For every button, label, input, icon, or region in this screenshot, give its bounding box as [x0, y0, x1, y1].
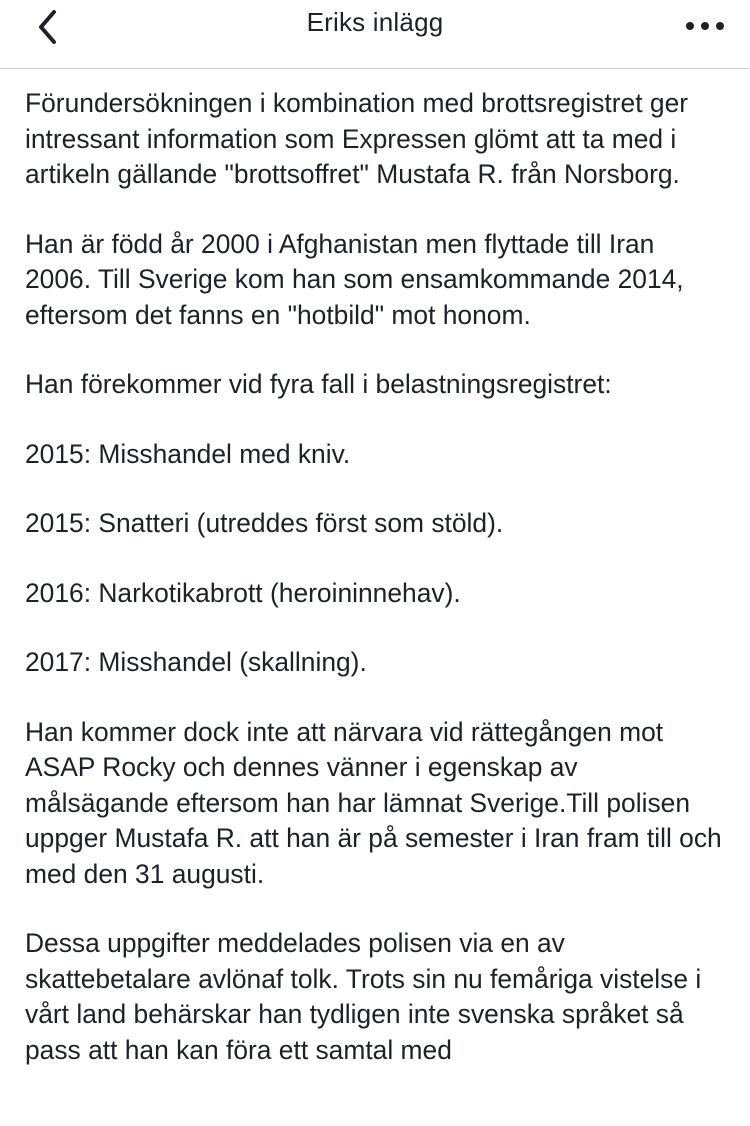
post-paragraph-background: Han är född år 2000 i Afghanistan men flyttade till Iran 2006. Till Sverige kom han som ensamkommande 2014, eftersom det fanns en "hotbild" mot honom. [25, 228, 684, 330]
post-paragraph-record-3: 2016: Narkotikabrott (heroininnehav). [25, 577, 461, 608]
post-paragraph-register-heading: Han förekommer vid fyra fall i belastningsregistret: [25, 369, 612, 399]
post-paragraph-intro: Förundersökningen i kombination med brottsregistret ger intressant information som Expressen glömt att ta med i artikeln gällande "brottsoffret" Mustafa R. från Norsborg. [25, 88, 689, 189]
navigation-bar [0, 0, 750, 69]
post-paragraph-trial: Han kommer dock inte att närvara vid rättegången mot ASAP Rocky och dennes vänner i egenskap av målsägande eftersom han har lämnat Sverige.Till polisen uppger Mustafa R. att han är på semester i Iran fram till och med den 31 augusti. [25, 716, 722, 889]
post-body [25, 86, 725, 1102]
more-horizontal-icon [685, 21, 725, 31]
more-options-button[interactable] [678, 6, 732, 46]
page-title: Eriks inlägg [306, 7, 444, 37]
post-paragraph-interpreter: Dessa uppgifter meddelades polisen via en av skattebetalare avlönaf tolk. Trots sin nu femåriga vistelse i vårt land behärskar han tydligen inte svenska språket så pass att han kan föra ett samtal med [25, 928, 702, 1065]
post-paragraph-record-1: 2015: Misshandel med kniv. [25, 438, 351, 469]
post-paragraph-record-2: 2015: Snatteri (utreddes först som stöld). [25, 508, 504, 538]
post-paragraph-record-4: 2017: Misshandel (skallning). [25, 647, 367, 677]
